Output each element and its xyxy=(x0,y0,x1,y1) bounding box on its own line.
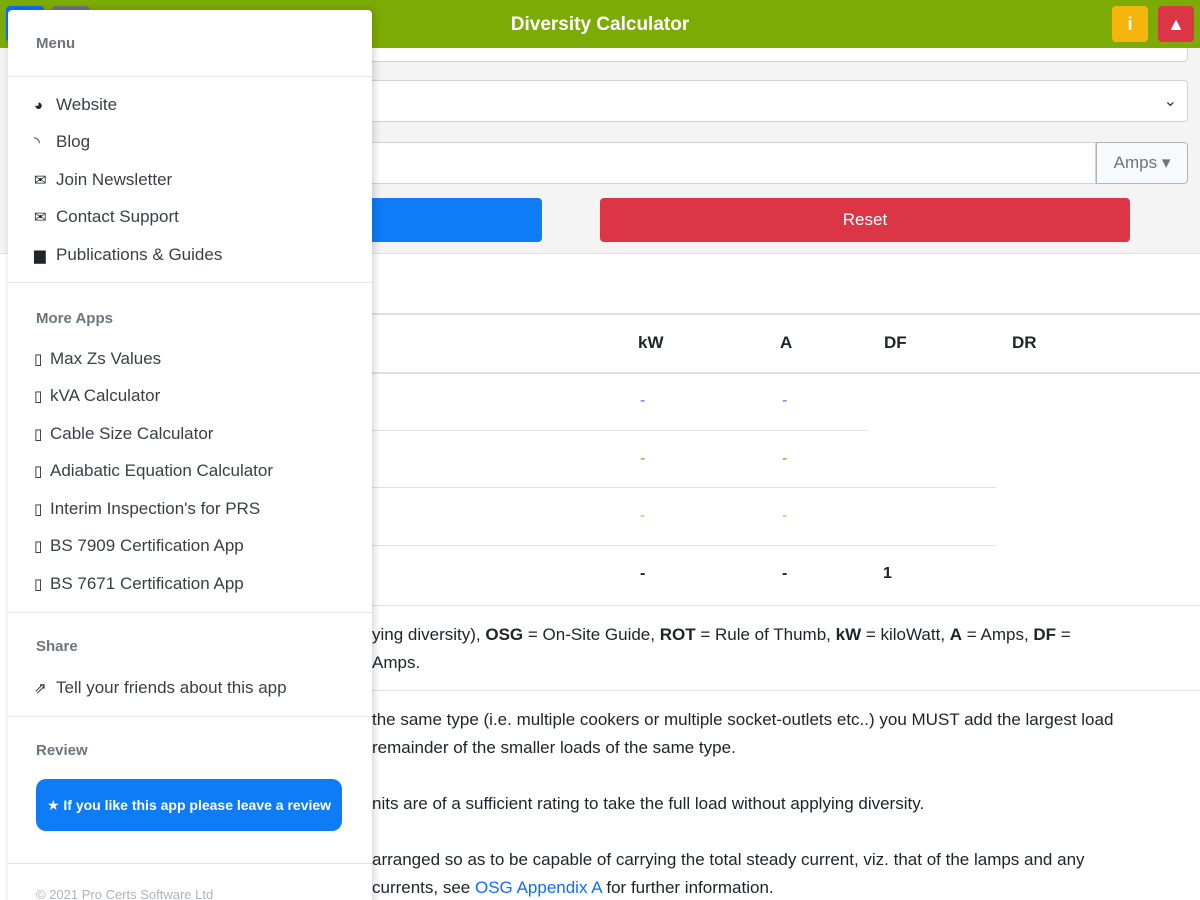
load-value-input[interactable] xyxy=(290,142,1096,184)
app-link-max-zs[interactable] xyxy=(34,349,161,369)
note-1-line-2: remainder of the smaller loads of the same type. xyxy=(372,738,736,757)
load-type-field[interactable] xyxy=(290,48,1188,62)
units-dropdown[interactable]: Amps ▾ xyxy=(1096,142,1188,184)
menu-item-label: Publications & Guides xyxy=(56,245,223,264)
total-df: 1 xyxy=(883,565,892,582)
app-link-interim-inspection[interactable] xyxy=(34,499,260,519)
mobile-icon: ▯ xyxy=(34,501,43,518)
legend-text: = On-Site Guide, xyxy=(523,625,660,644)
menu-divider xyxy=(8,716,372,717)
row-divider xyxy=(290,487,996,488)
menu-divider xyxy=(8,863,372,864)
info-button[interactable] xyxy=(1112,6,1148,42)
side-menu-drawer xyxy=(8,10,372,900)
note-3-line-2 xyxy=(372,874,774,900)
legend-text: = xyxy=(1056,625,1071,644)
notes-divider xyxy=(290,690,1200,691)
header-dr: DR xyxy=(1012,333,1037,352)
row-divider xyxy=(290,545,996,546)
menu-item-label: Blog xyxy=(56,132,91,151)
legend-text: = Rule of Thumb, xyxy=(695,625,836,644)
mobile-icon: ▯ xyxy=(34,538,43,555)
legend-abbr: kW xyxy=(835,625,862,644)
menu-heading: Menu xyxy=(36,35,76,52)
info-icon: i xyxy=(1127,14,1133,34)
row-divider xyxy=(290,430,868,431)
menu-item-contact-support[interactable] xyxy=(34,207,179,227)
app-link-bs7671[interactable] xyxy=(34,574,244,594)
row1-kw: - xyxy=(640,392,646,409)
note-2-line-1: nits are of a sufficient rating to take the full load without applying diversity. xyxy=(372,794,925,813)
review-heading: Review xyxy=(36,742,88,759)
menu-item-label: Contact Support xyxy=(56,207,179,226)
header-kw: kW xyxy=(638,333,664,352)
osg-appendix-link[interactable]: OSG Appendix A xyxy=(475,878,602,897)
menu-item-label: Join Newsletter xyxy=(56,170,173,189)
app-link-label: Adiabatic Equation Calculator xyxy=(50,461,274,480)
note-text: currents, see xyxy=(372,878,475,897)
mobile-icon: ▯ xyxy=(34,388,43,405)
more-apps-heading: More Apps xyxy=(36,310,113,327)
app-link-label: kVA Calculator xyxy=(50,386,161,405)
share-heading: Share xyxy=(36,638,78,655)
menu-divider xyxy=(8,76,372,77)
table-bottom-border xyxy=(290,605,1200,606)
globe-icon: ◕ xyxy=(34,97,44,114)
legend-abbr: DF xyxy=(1033,625,1057,644)
legend-abbr: OSG xyxy=(485,625,524,644)
app-link-label: Max Zs Values xyxy=(50,349,162,368)
app-link-cable-size[interactable] xyxy=(34,424,213,444)
chevron-down-icon: ⌄ xyxy=(1163,93,1177,110)
app-link-kva[interactable] xyxy=(34,386,160,406)
share-link-label: Tell your friends about this app xyxy=(56,678,287,697)
share-icon: ⇗ xyxy=(34,680,47,697)
note-1-line-1: the same type (i.e. multiple cookers or multiple socket-outlets etc..) you MUST add the largest load xyxy=(372,710,1114,729)
mobile-icon: ▯ xyxy=(34,463,43,480)
leave-review-button[interactable]: ★ If you like this app please leave a review xyxy=(36,779,342,831)
envelope-icon: ✉ xyxy=(34,209,47,226)
menu-item-blog[interactable] xyxy=(34,132,90,152)
header-df: DF xyxy=(884,333,907,352)
menu-item-website[interactable] xyxy=(34,95,117,115)
total-kw: - xyxy=(640,565,646,582)
row1-a: - xyxy=(782,392,788,409)
row3-a: - xyxy=(782,507,788,524)
mobile-icon: ▯ xyxy=(34,426,43,443)
menu-divider xyxy=(8,612,372,613)
header-a: A xyxy=(780,333,793,352)
note-3-line-1: arranged so as to be capable of carrying the total steady current, viz. that of the lamps and any xyxy=(372,850,1085,869)
app-link-bs7909[interactable] xyxy=(34,536,244,556)
share-app-link[interactable] xyxy=(34,678,287,698)
menu-item-publications[interactable] xyxy=(34,245,222,265)
legend-text: = Amps, xyxy=(962,625,1034,644)
app-link-label: Cable Size Calculator xyxy=(50,424,214,443)
table-header-divider xyxy=(290,372,1200,374)
row3-kw: - xyxy=(640,507,646,524)
menu-item-label: Website xyxy=(56,95,118,114)
row2-kw: - xyxy=(640,450,646,467)
warning-icon: ▲ xyxy=(1167,14,1185,34)
menu-divider xyxy=(8,282,372,283)
total-a: - xyxy=(782,565,788,582)
legend-text: ying diversity), xyxy=(372,625,486,644)
mobile-icon: ▯ xyxy=(34,576,43,593)
note-text: for further information. xyxy=(601,878,774,897)
book-icon: ▆ xyxy=(34,247,46,264)
mobile-icon: ▯ xyxy=(34,351,43,368)
page-title: Diversity Calculator xyxy=(510,14,690,35)
app-link-label: BS 7671 Certification App xyxy=(50,574,244,593)
app-link-label: BS 7909 Certification App xyxy=(50,536,244,555)
reset-button[interactable]: Reset xyxy=(600,198,1130,242)
warning-button[interactable] xyxy=(1158,6,1194,42)
results-table-top-border xyxy=(290,313,1200,315)
legend-text: = kiloWatt, xyxy=(861,625,950,644)
copyright-text: © 2021 Pro Certs Software Ltd xyxy=(36,887,214,900)
load-select[interactable] xyxy=(290,80,1188,122)
legend-line-2: Amps. xyxy=(372,653,421,672)
abbreviation-legend xyxy=(372,621,1071,649)
row2-a: - xyxy=(782,450,788,467)
rss-icon: ◝ xyxy=(34,134,40,151)
envelope-open-icon: ✉ xyxy=(34,172,47,189)
app-link-label: Interim Inspection's for PRS xyxy=(50,499,261,518)
legend-abbr: A xyxy=(949,625,963,644)
app-link-adiabatic[interactable] xyxy=(34,461,273,481)
units-label: Amps xyxy=(1113,153,1158,172)
legend-abbr: ROT xyxy=(659,625,696,644)
menu-item-newsletter[interactable] xyxy=(34,170,172,190)
